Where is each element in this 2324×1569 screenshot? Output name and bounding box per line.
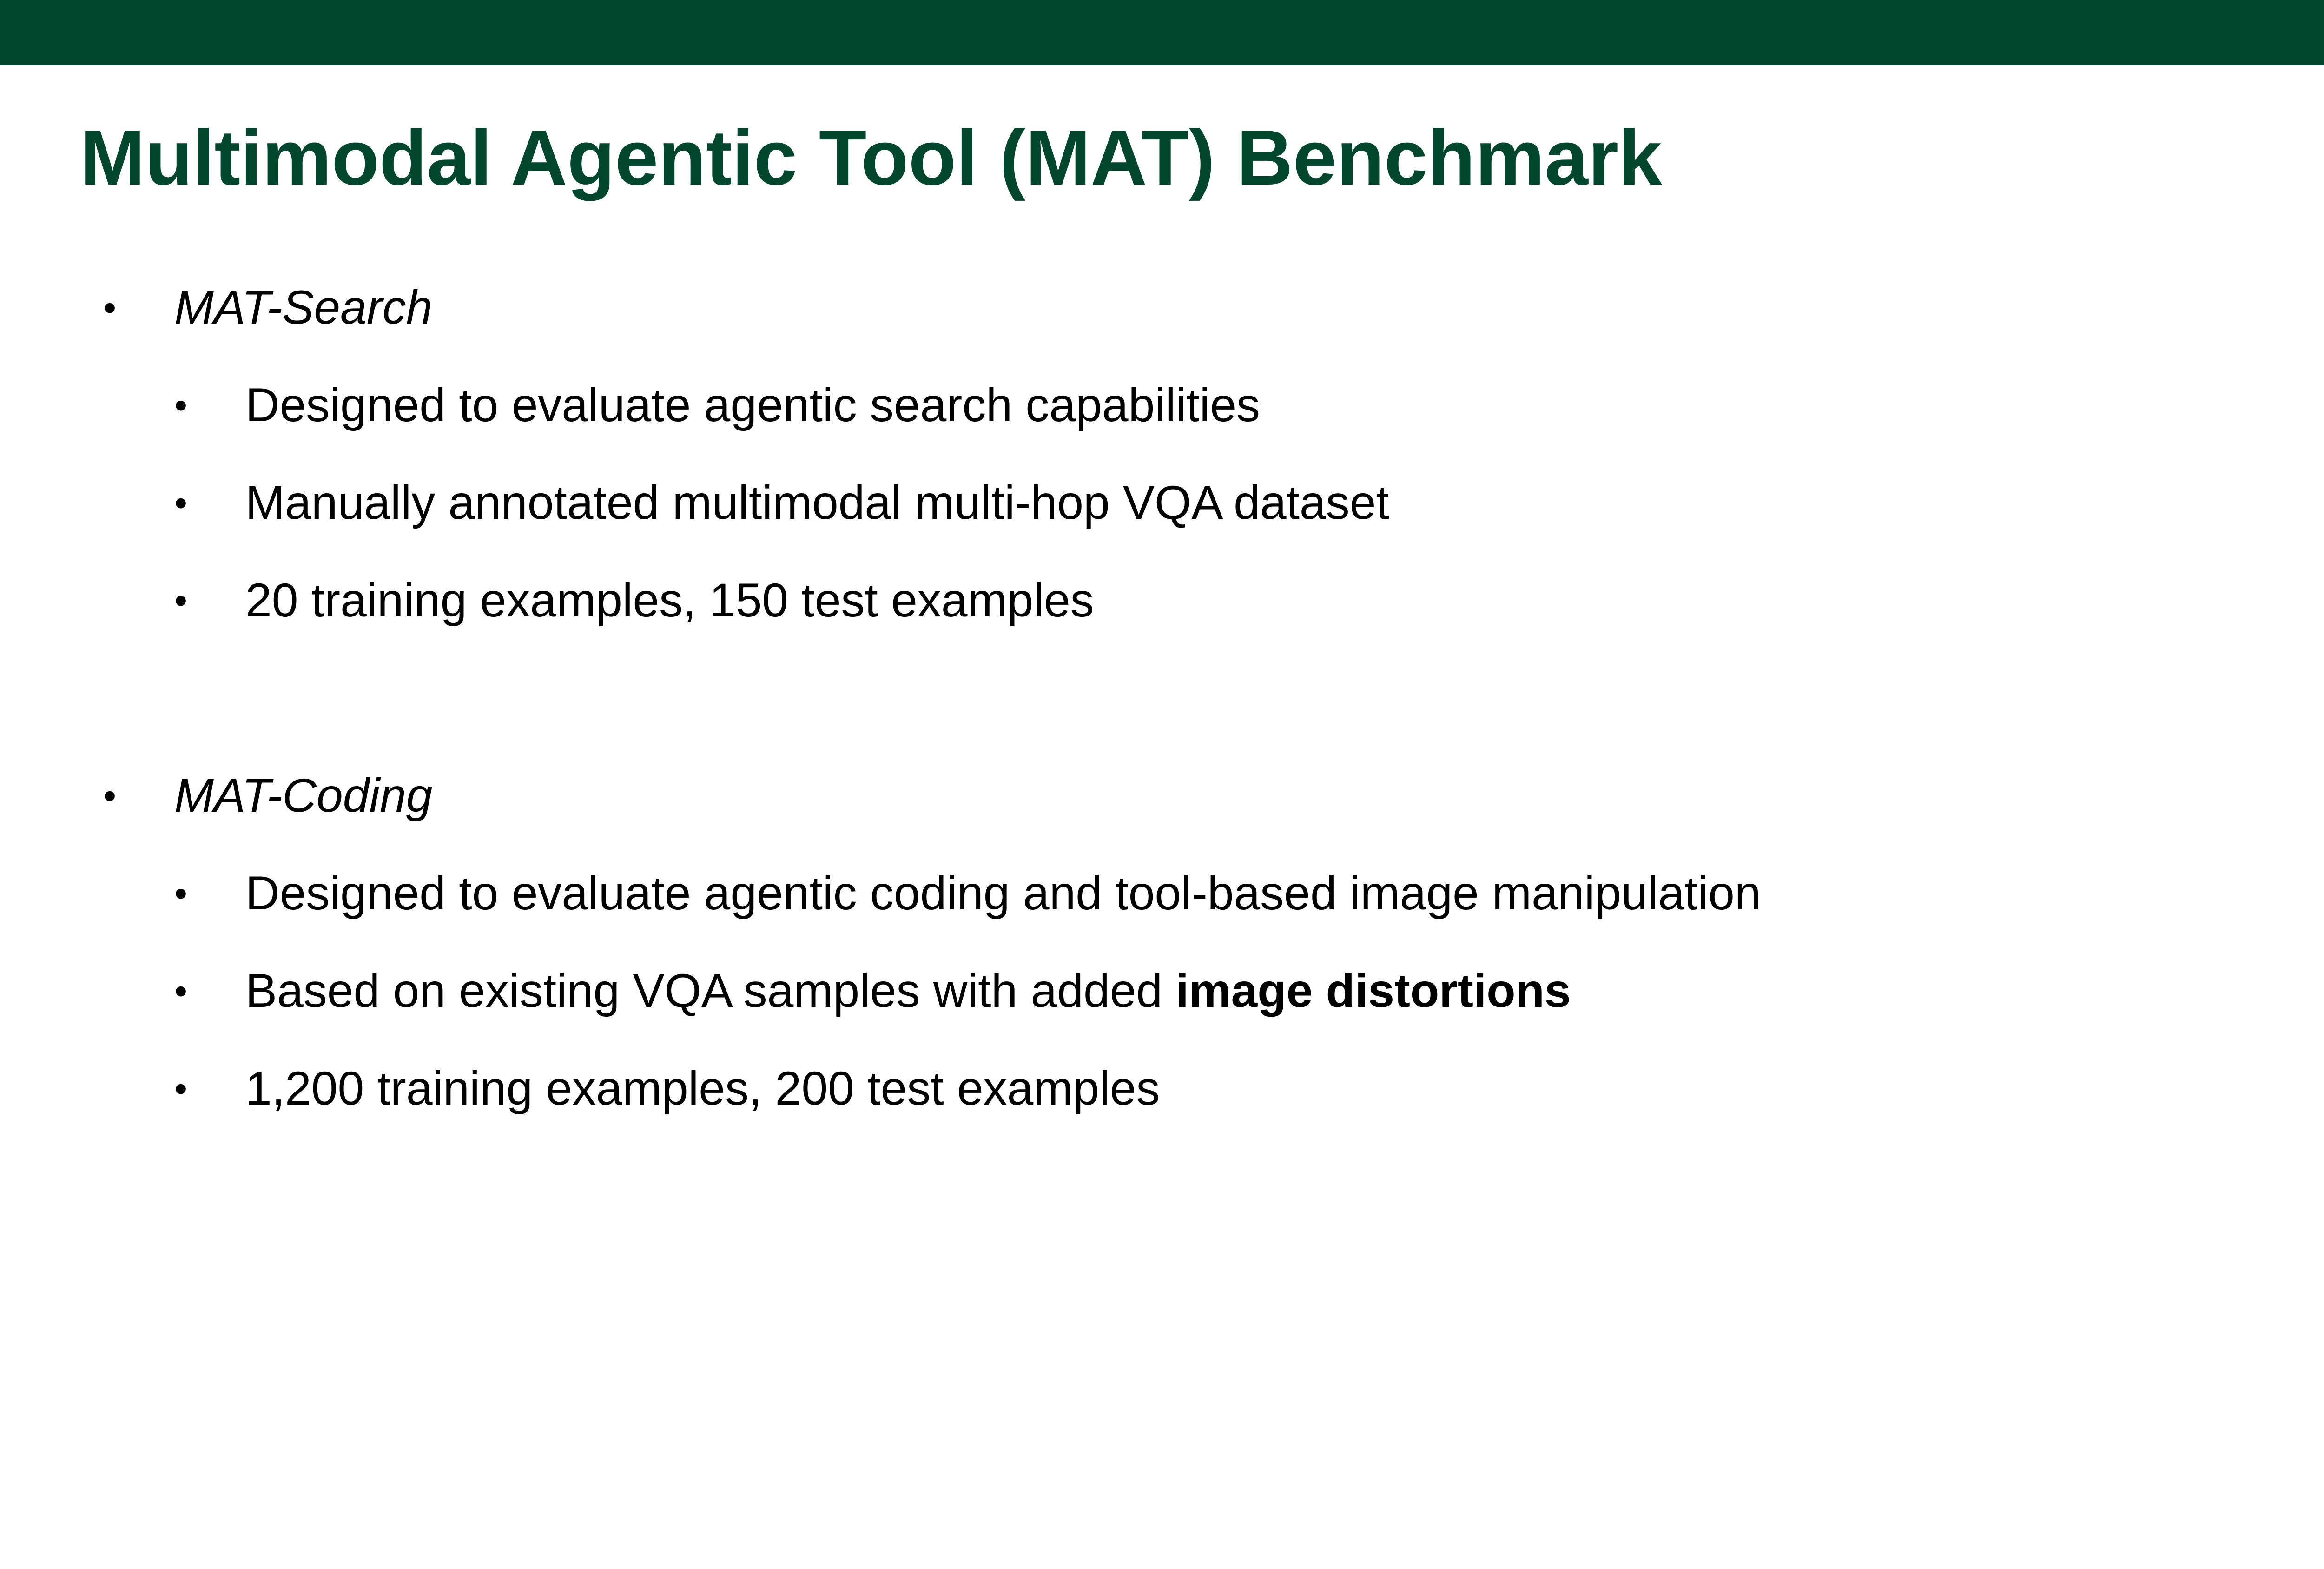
bullet-icon: • [174,482,188,523]
bullet-icon: • [174,1068,188,1109]
bullet-icon: • [174,873,188,914]
bullet-icon: • [174,384,188,426]
section-heading-mat-search: MAT-Search [174,281,433,334]
list-item [245,964,1571,1017]
bullet-icon: • [103,287,117,328]
bullet-icon: • [174,970,188,1012]
emphasis-text: image distortions [1175,964,1571,1017]
list-item: Designed to evaluate agentic search capabilities [245,378,1261,431]
list-item: Manually annotated multimodal multi-hop VQA dataset [245,476,1389,529]
bullet-icon: • [174,580,188,621]
list-item: 20 training examples, 150 test examples [245,574,1094,627]
section-heading-mat-coding: MAT-Coding [174,769,433,822]
bullet-icon: • [103,775,117,816]
list-item-text: Based on existing VQA samples with added [245,964,1176,1017]
list-item: Designed to evaluate agentic coding and tool-based image manipulation [245,867,1761,920]
slide-title: Multimodal Agentic Tool (MAT) Benchmark [80,114,1662,201]
list-item: 1,200 training examples, 200 test examples [245,1062,1160,1115]
